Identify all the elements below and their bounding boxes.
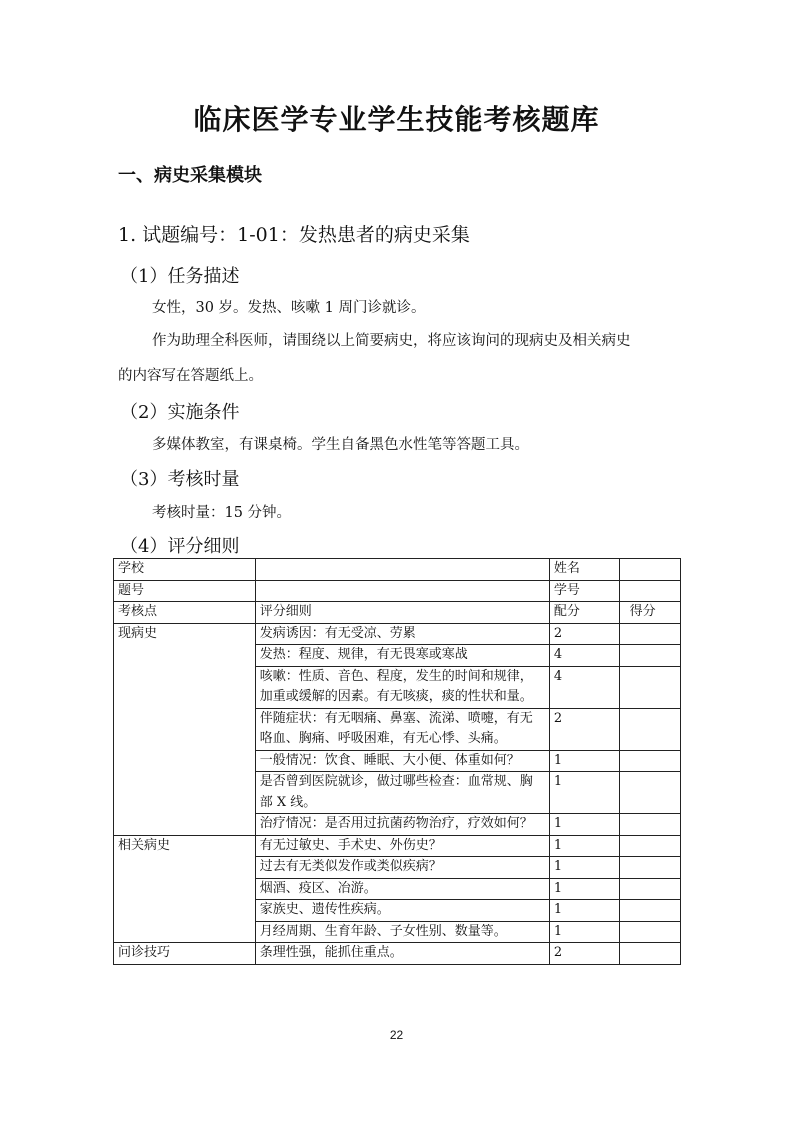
school-label: 学校	[114, 559, 256, 581]
scoring-table	[113, 558, 681, 965]
criteria-cell: 发热：程度、规律，有无畏寒或寒战	[255, 645, 549, 667]
points-cell: 2	[549, 708, 619, 750]
header-criteria: 评分细则	[255, 602, 549, 624]
group-interview-skills: 问诊技巧	[114, 943, 256, 965]
header-points: 配分	[549, 602, 619, 624]
criteria-cell: 月经周期、生育年龄、子女性别、数量等。	[255, 921, 549, 943]
score-cell	[619, 900, 680, 922]
criteria-cell: 有无过敏史、手术史、外伤史？	[255, 835, 549, 857]
points-cell: 2	[549, 623, 619, 645]
criteria-cell: 过去有无类似发作或类似疾病？	[255, 857, 549, 879]
section-heading: 一、病史采集模块	[118, 165, 262, 186]
score-cell	[619, 750, 680, 772]
table-row	[114, 943, 681, 965]
criteria-cell: 条理性强，能抓住重点。	[255, 943, 549, 965]
name-value	[619, 559, 680, 581]
subheading-scoring: （4）评分细则	[120, 536, 240, 557]
subheading-task: （1）任务描述	[120, 266, 240, 287]
task-line-1: 女性，30 岁。发热、咳嗽 1 周门诊就诊。	[152, 300, 426, 316]
score-cell	[619, 943, 680, 965]
student-number-value	[619, 580, 680, 602]
criteria-cell: 一般情况：饮食、睡眠、大小便、体重如何？	[255, 750, 549, 772]
points-cell: 1	[549, 814, 619, 836]
points-cell: 1	[549, 857, 619, 879]
task-line-3: 的内容写在答题纸上。	[118, 368, 263, 384]
points-cell: 1	[549, 878, 619, 900]
points-cell: 1	[549, 900, 619, 922]
score-cell	[619, 921, 680, 943]
score-cell	[619, 878, 680, 900]
points-cell: 4	[549, 666, 619, 708]
table-row	[114, 580, 681, 602]
points-cell: 1	[549, 835, 619, 857]
criteria-cell: 发病诱因：有无受凉、劳累	[255, 623, 549, 645]
group-present-illness: 现病史	[114, 623, 256, 835]
student-number-label: 学号	[549, 580, 619, 602]
points-cell: 1	[549, 750, 619, 772]
criteria-cell: 家族史、遗传性疾病。	[255, 900, 549, 922]
question-number-value	[255, 580, 549, 602]
page-number: 22	[389, 1028, 404, 1042]
criteria-cell: 伴随症状：有无咽痛、鼻塞、流涕、喷嚏，有无咯血、胸痛、呼吸困难，有无心悸、头痛。	[255, 708, 549, 750]
criteria-cell: 烟酒、疫区、冶游。	[255, 878, 549, 900]
table-header-row	[114, 602, 681, 624]
question-number-label: 题号	[114, 580, 256, 602]
score-cell	[619, 835, 680, 857]
score-cell	[619, 772, 680, 814]
points-cell: 4	[549, 645, 619, 667]
name-label: 姓名	[549, 559, 619, 581]
table-row	[114, 623, 681, 645]
page-title: 临床医学专业学生技能考核题库	[193, 103, 600, 136]
points-cell: 1	[549, 921, 619, 943]
score-cell	[619, 708, 680, 750]
conditions-text: 多媒体教室，有课桌椅。学生自备黑色水性笔等答题工具。	[152, 437, 529, 453]
criteria-cell: 治疗情况：是否用过抗菌药物治疗，疗效如何？	[255, 814, 549, 836]
points-cell: 1	[549, 772, 619, 814]
time-text: 考核时量：15 分钟。	[152, 505, 292, 521]
task-line-2: 作为助理全科医师，请围绕以上简要病史，将应该询问的现病史及相关病史	[152, 333, 631, 349]
score-cell	[619, 623, 680, 645]
table-row	[114, 835, 681, 857]
header-score: 得分	[619, 602, 680, 624]
criteria-cell: 咳嗽：性质、音色、程度，发生的时间和规律，加重或缓解的因素。有无咳痰，痰的性状和量。	[255, 666, 549, 708]
score-cell	[619, 666, 680, 708]
criteria-cell: 是否曾到医院就诊，做过哪些检查：血常规、胸部 X 线。	[255, 772, 549, 814]
question-heading: 1. 试题编号：1-01：发热患者的病史采集	[118, 224, 470, 246]
school-value	[255, 559, 549, 581]
table-row	[114, 559, 681, 581]
subheading-time: （3）考核时量	[120, 469, 240, 490]
group-related-history: 相关病史	[114, 835, 256, 943]
score-cell	[619, 857, 680, 879]
points-cell: 2	[549, 943, 619, 965]
header-checkpoint: 考核点	[114, 602, 256, 624]
score-cell	[619, 645, 680, 667]
subheading-conditions: （2）实施条件	[120, 402, 240, 423]
score-cell	[619, 814, 680, 836]
